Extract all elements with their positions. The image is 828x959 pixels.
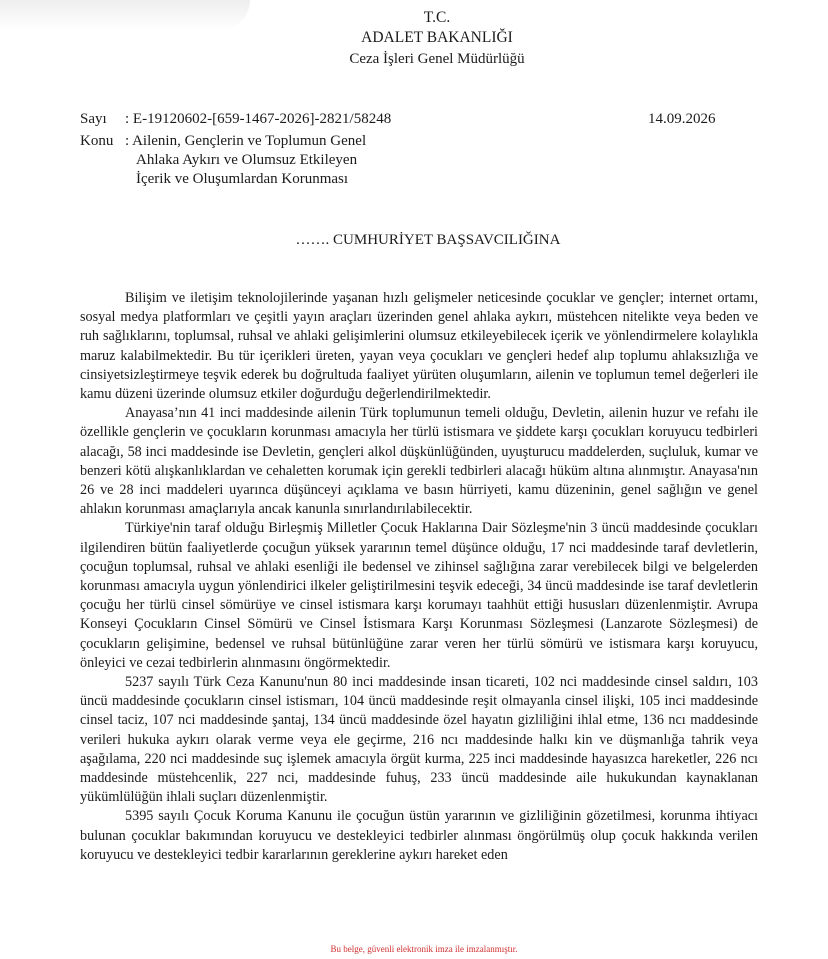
konu-line-2: Ahlaka Aykırı ve Olumsuz Etkileyen <box>136 152 358 168</box>
republic-label: T.C. <box>423 9 451 26</box>
letterhead <box>0 8 828 70</box>
letter-body <box>80 289 758 865</box>
paragraph-2: Anayasa’nın 41 inci maddesinde ailenin Türk toplumunun temeli olduğu, Devletin, ailenin huzur ve refahı ile özellikle gençlerin ve çocukların korunması amacıyla her türlü istismara ve şiddete karşı çocukları koruyucu tedbirleri alacağı, 58 inci maddesinde ise Devletin, gençleri alkol düşkünlüğünden, uyuşturucu maddelerden, suçluluk, kumar ve benzeri kötü alışkanlıklardan ve cehaletten korumak için gerekli tedbirleri alacağı hüküm altına alınmıştır. Anayasa'nın 26 ve 28 inci maddeleri uyarınca düşünceyi açıklama ve basın hürriyeti, kamu düzeninin, genel sağlığın ve genel ahlakın korunması amaçlarıyla ancak kanunla sınırlandırılabilecektir. <box>80 405 758 518</box>
paragraph-1: Bilişim ve iletişim teknolojilerinde yaşanan hızlı gelişmeler neticesinde çocuklar ve gençler; internet ortamı, sosyal medya platformları ve çeşitli yayın araçları üzerinden genel ahlaka aykırı, müstehcen nitelikte veya beden ve ruh sağlıklarını, toplumsal, ruhsal ve ahlaki gelişimlerini olumsuz etkileyebilecek içerik ve yönlendirmelere kolaylıkla maruz kalabilmektedir. Bu tür içerikleri üreten, yayan veya çocukları ve gençleri hedef alıp toplumu ahlaksızlığa ve cinsiyetsizleştirmeye teşvik ederek bu doğrultuda faaliyet yürüten oluşumların, ailenin ve toplumun temel değerleri ile kamu düzeni üzerinde olumsuz etkiler doğurduğu değerlendirilmektedir. <box>80 290 758 403</box>
sayi-label: Sayı <box>80 111 107 127</box>
paragraph-3: Türkiye'nin taraf olduğu Birleşmiş Milletler Çocuk Haklarına Dair Sözleşme'nin 3 üncü maddesinde çocukları ilgilendiren bütün faaliyetlerde çocuğun yüksek yararının temel düşünce olduğu, 17 nci maddesinde taraf devletlerin, çocuğun toplumsal, ruhsal ve ahlaki esenliği ile bedensel ve zihinsel sağlığına zarar verebilecek bilgi ve belgelerden korunması amacıyla uygun yönlendirici ilkeler geliştirilmesini teşvik edeceği, 34 üncü maddesinde ise taraf devletlerin çocuğu her türlü cinsel sömürüye ve cinsel istismara karşı korumayı taahhüt ettiği hususları düzenlenmiştir. Avrupa Konseyi Çocukların Cinsel Sömürü ve Cinsel İstismara Karşı Korunması Sözleşmesi (Lanzarote Sözleşmesi) de çocukların gelişimine, bedensel ve ruhsal bütünlüğüne zarar veren her türlü sömürü ve istismara karşı koruyucu, önleyici ve cezai tedbirlerin alınmasını öngörmektedir. <box>80 520 758 671</box>
konu-line-1: : Ailenin, Gençlerin ve Toplumun Genel <box>125 133 367 149</box>
document-date: 14.09.2026 <box>648 111 716 127</box>
sayi-value: : E-19120602-[659-1467-2026]-2821/58248 <box>125 111 392 127</box>
department-name: Ceza İşleri Genel Müdürlüğü <box>349 51 525 67</box>
konu-line-3: İçerik ve Oluşumlardan Korunması <box>136 171 349 187</box>
e-signature-note: Bu belge, güvenli elektronik imza ile imzalanmıştır. <box>330 944 518 954</box>
konu-label: Konu <box>80 133 114 149</box>
paragraph-4: 5237 sayılı Türk Ceza Kanunu'nun 80 inci maddesinde insan ticareti, 102 nci maddesinde cinsel saldırı, 103 üncü maddesinde çocukların cinsel istismarı, 104 üncü maddesinde reşit olmayanla cinsel ilişki, 105 inci maddesinde cinsel taciz, 107 nci maddesinde şantaj, 134 üncü maddesinde özel hayatın gizliliğini ihlal etme, 136 ncı maddesinde verileri hukuka aykırı olarak verme veya ele geçirme, 216 ncı maddesinde halkı kin ve düşmanlığa tahrik veya aşağılama, 220 nci maddesinde suç işlemek amacıyla örgüt kurma, 225 inci maddesinde hayasızca hareketler, 226 ncı maddesinde müstehcenlik, 227 nci, maddesinde fuhuş, 233 üncü maddesinde aile hukukundan kaynaklanan yükümlülüğün ihlali suçları düzenlenmiştir. <box>80 674 758 806</box>
paragraph-5: 5395 sayılı Çocuk Koruma Kanunu ile çocuğun üstün yararının ve gizliliğinin gözetilmesi, korunma ihtiyacı bulunan çocuklar bakımından koruyucu ve destekleyici tedbirler alınması öngörülmüş olup çocuk hakkında verilen koruyucu ve destekleyici tedbir kararlarının gereklerine aykırı hareket eden <box>80 808 758 863</box>
ministry-name: ADALET BAKANLIĞI <box>361 29 513 46</box>
addressee: ……. CUMHURİYET BAŞSAVCILIĞINA <box>295 232 561 248</box>
